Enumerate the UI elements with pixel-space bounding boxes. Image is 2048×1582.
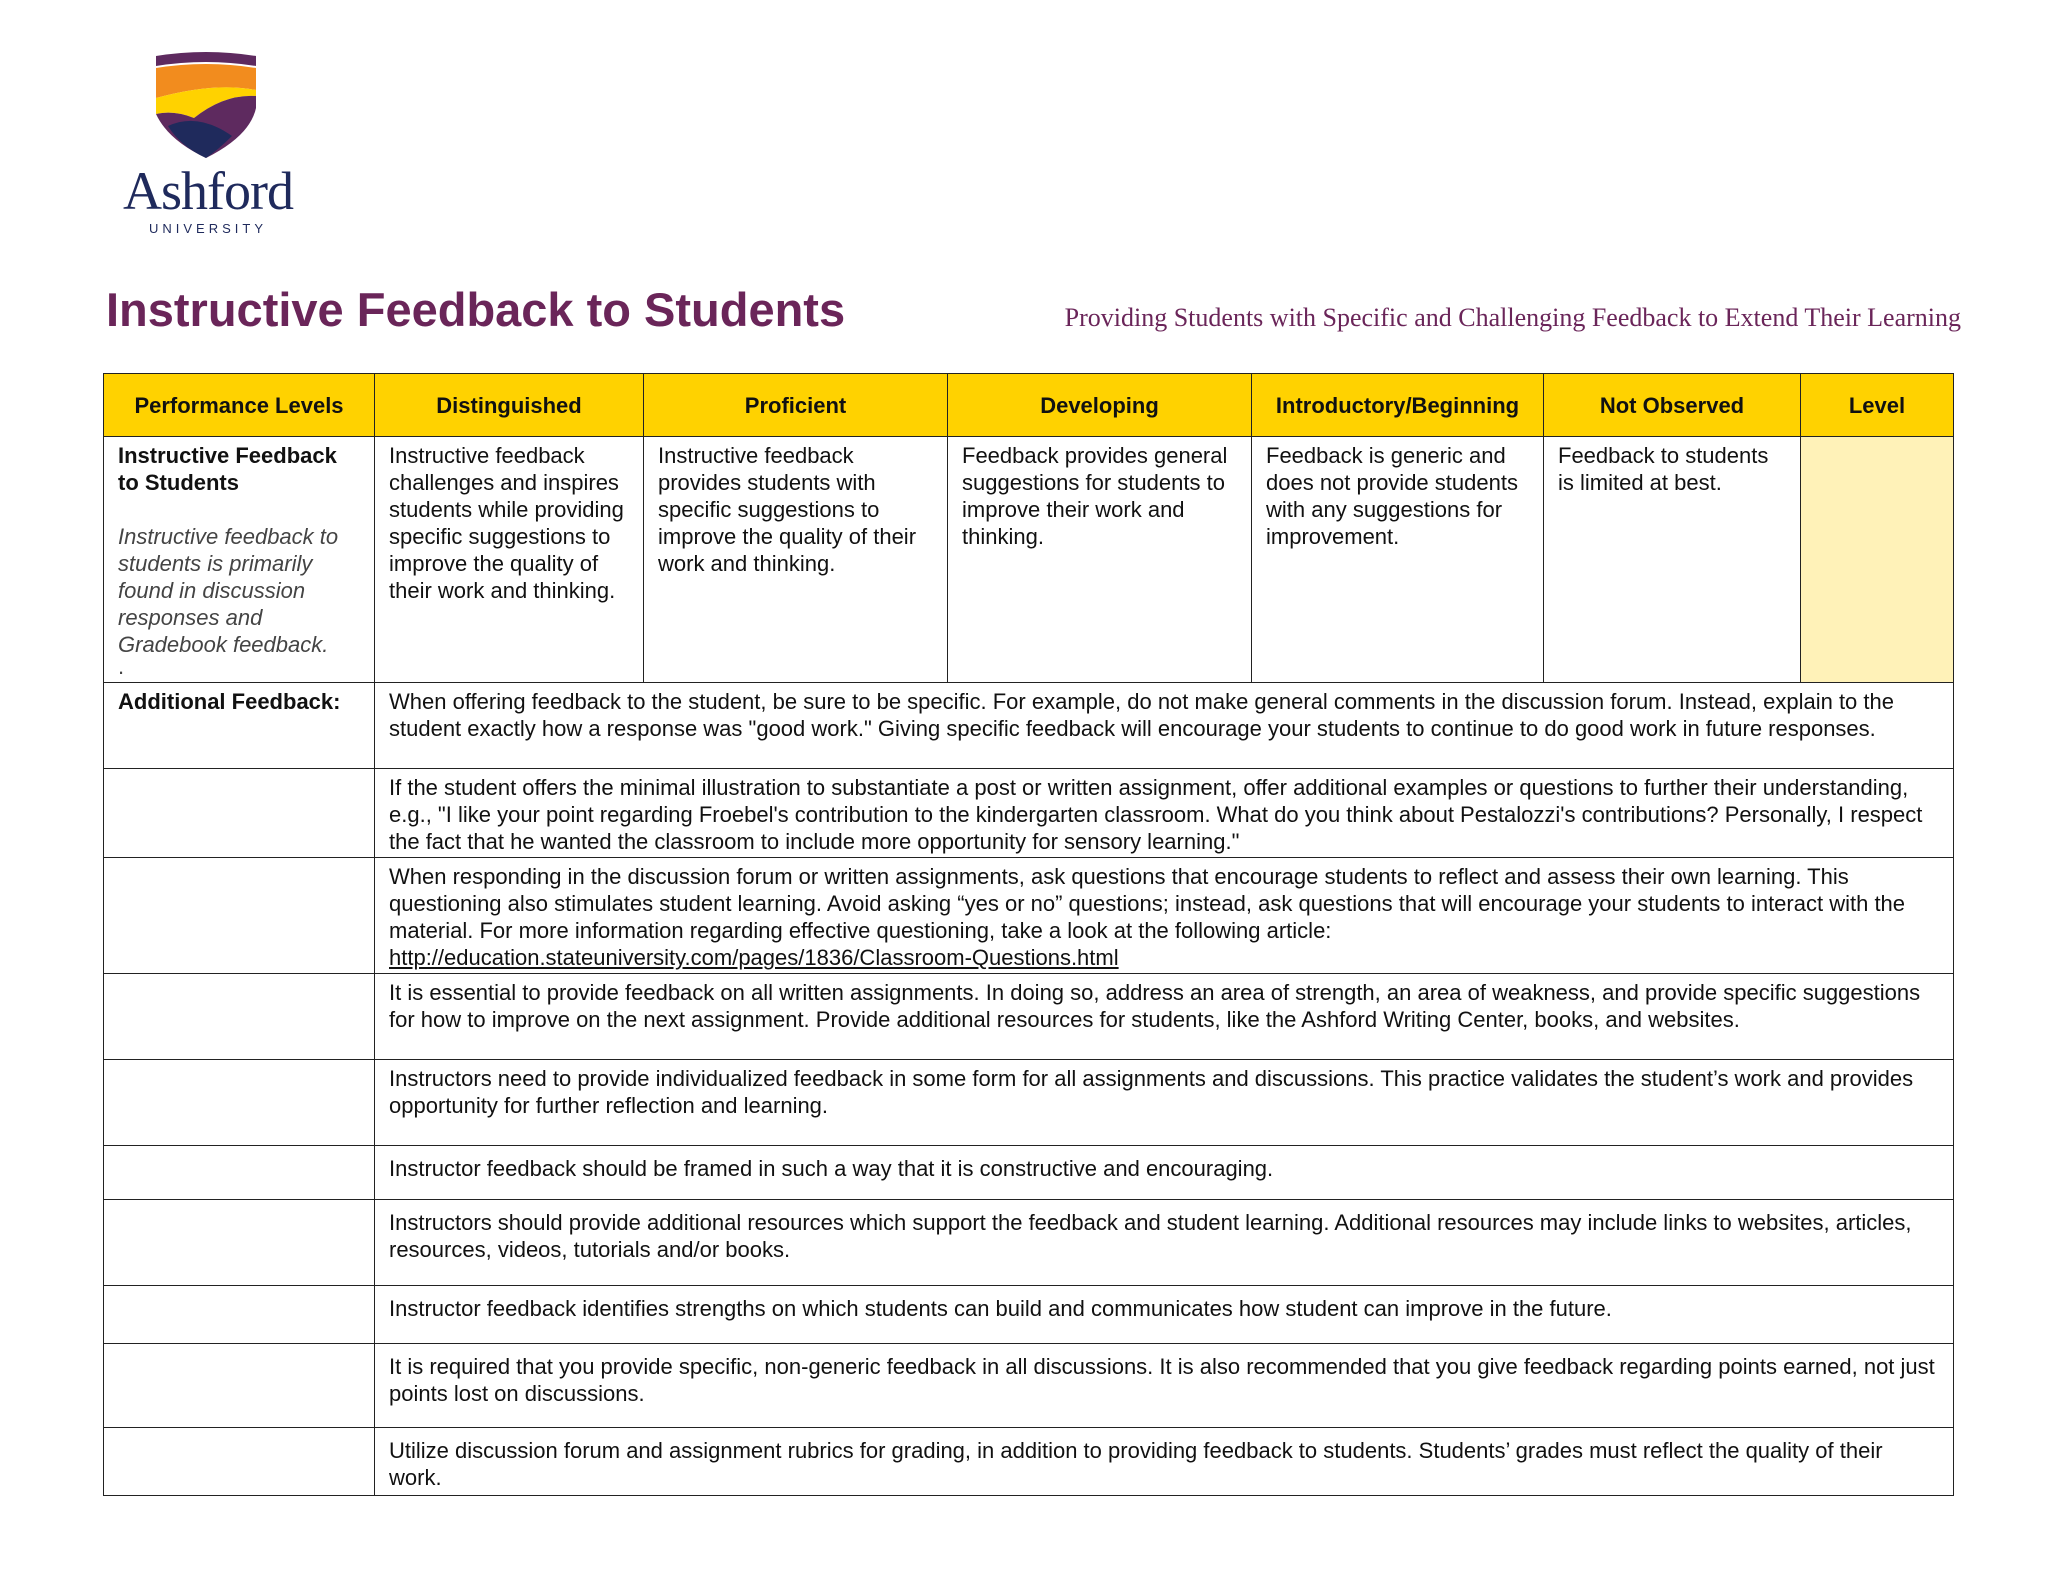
rubric-table [103,373,1954,1496]
header-not-observed: Not Observed [1544,374,1801,437]
logo-wordmark: Ashford [123,161,293,221]
classroom-questions-link[interactable]: http://education.stateuniversity.com/pages/1836/Classroom-Questions.html [389,945,1119,970]
level-not-observed: Feedback to students is limited at best. [1544,437,1801,683]
header-distinguished: Distinguished [375,374,644,437]
logo-university: UNIVERSITY [148,221,267,236]
table-row [104,1060,1954,1146]
header-proficient: Proficient [644,374,948,437]
empty-label-cell [104,974,375,1060]
additional-feedback-text: Utilize discussion forum and assignment rubrics for grading, in addition to providing feedback to students. Students’ grades must reflect the quality of their work. [375,1428,1954,1496]
table-row [104,769,1954,858]
additional-feedback-text: Instructor feedback identifies strengths on which students can build and communicates how student can improve in the future. [375,1286,1954,1344]
criterion-cell [104,437,375,683]
empty-label-cell [104,1146,375,1200]
criterion-dot: . [118,654,125,679]
additional-feedback-text: When offering feedback to the student, be sure to be specific. For example, do not make general comments in the discussion forum. Instead, explain to the student exactly how a response was "good work." Giving specific feedback will encourage your students to continue to do good work in future responses. [375,683,1954,769]
page-subtitle: Providing Students with Specific and Challenging Feedback to Extend Their Learning [1064,303,1961,332]
empty-label-cell [104,1060,375,1146]
empty-label-cell [104,858,375,974]
header-level: Level [1801,374,1954,437]
table-row [104,1344,1954,1428]
additional-feedback-text: Instructor feedback should be framed in such a way that it is constructive and encouraging. [375,1146,1954,1200]
level-score-input[interactable] [1801,437,1954,683]
additional-feedback-text: It is required that you provide specific, non-generic feedback in all discussions. It is also recommended that you give feedback regarding points earned, not just points lost on discussions. [375,1344,1954,1428]
empty-label-cell [104,1344,375,1428]
level-distinguished: Instructive feedback challenges and inspires students while providing specific suggestions to improve the quality of their work and thinking. [375,437,644,683]
page-title: Instructive Feedback to Students [106,283,846,336]
header-developing: Developing [948,374,1252,437]
additional-feedback-label: Additional Feedback: [104,683,375,769]
shield-logo-icon [154,52,258,160]
additional-feedback-text: It is essential to provide feedback on all written assignments. In doing so, address an area of strength, an area of weakness, and provide specific suggestions for how to improve on the next assignment. Provide additional resources for students, like the Ashford Writing Center, books, and websites. [375,974,1954,1060]
level-introductory: Feedback is generic and does not provide students with any suggestions for improvement. [1252,437,1544,683]
criterion-row [104,437,1954,683]
criterion-title: Instructive Feedback to Students [118,443,337,495]
table-row [104,1200,1954,1286]
table-row [104,683,1954,769]
additional-feedback-text-with-link [375,858,1954,974]
ashford-logo [108,52,308,242]
criterion-description: Instructive feedback to students is primarily found in discussion responses and Gradebook feedback. [118,524,339,657]
header-performance-levels: Performance Levels [104,374,375,437]
empty-label-cell [104,1286,375,1344]
table-row [104,1428,1954,1496]
header-row [104,374,1954,437]
table-row [104,858,1954,974]
empty-label-cell [104,769,375,858]
additional-feedback-text: Instructors should provide additional resources which support the feedback and student learning. Additional resources may include links to websites, articles, resources, videos, tutorials and/or books. [375,1200,1954,1286]
level-developing: Feedback provides general suggestions for students to improve their work and thinking. [948,437,1252,683]
additional-feedback-text: When responding in the discussion forum or written assignments, ask questions that encourage students to reflect and assess their own learning. This questioning also stimulates student learning. Avoid asking “yes or no” questions; instead, ask questions that will encourage your students to interact with the material. For more information regarding effective questioning, take a look at the following article: [389,864,1906,943]
table-row [104,1286,1954,1344]
empty-label-cell [104,1200,375,1286]
table-row [104,974,1954,1060]
additional-feedback-text: Instructors need to provide individualized feedback in some form for all assignments and discussions. This practice validates the student’s work and provides opportunity for further reflection and learning. [375,1060,1954,1146]
header-introductory: Introductory/Beginning [1252,374,1544,437]
level-proficient: Instructive feedback provides students with specific suggestions to improve the quality of their work and thinking. [644,437,948,683]
additional-feedback-text: If the student offers the minimal illustration to substantiate a post or written assignment, offer additional examples or questions to further their understanding, e.g., "I like your point regarding Froebel's contribution to the kindergarten classroom. What do you think about Pestalozzi's contributions? Personally, I respect the fact that he wanted the classroom to include more opportunity for sensory learning." [375,769,1954,858]
empty-label-cell [104,1428,375,1496]
table-row [104,1146,1954,1200]
